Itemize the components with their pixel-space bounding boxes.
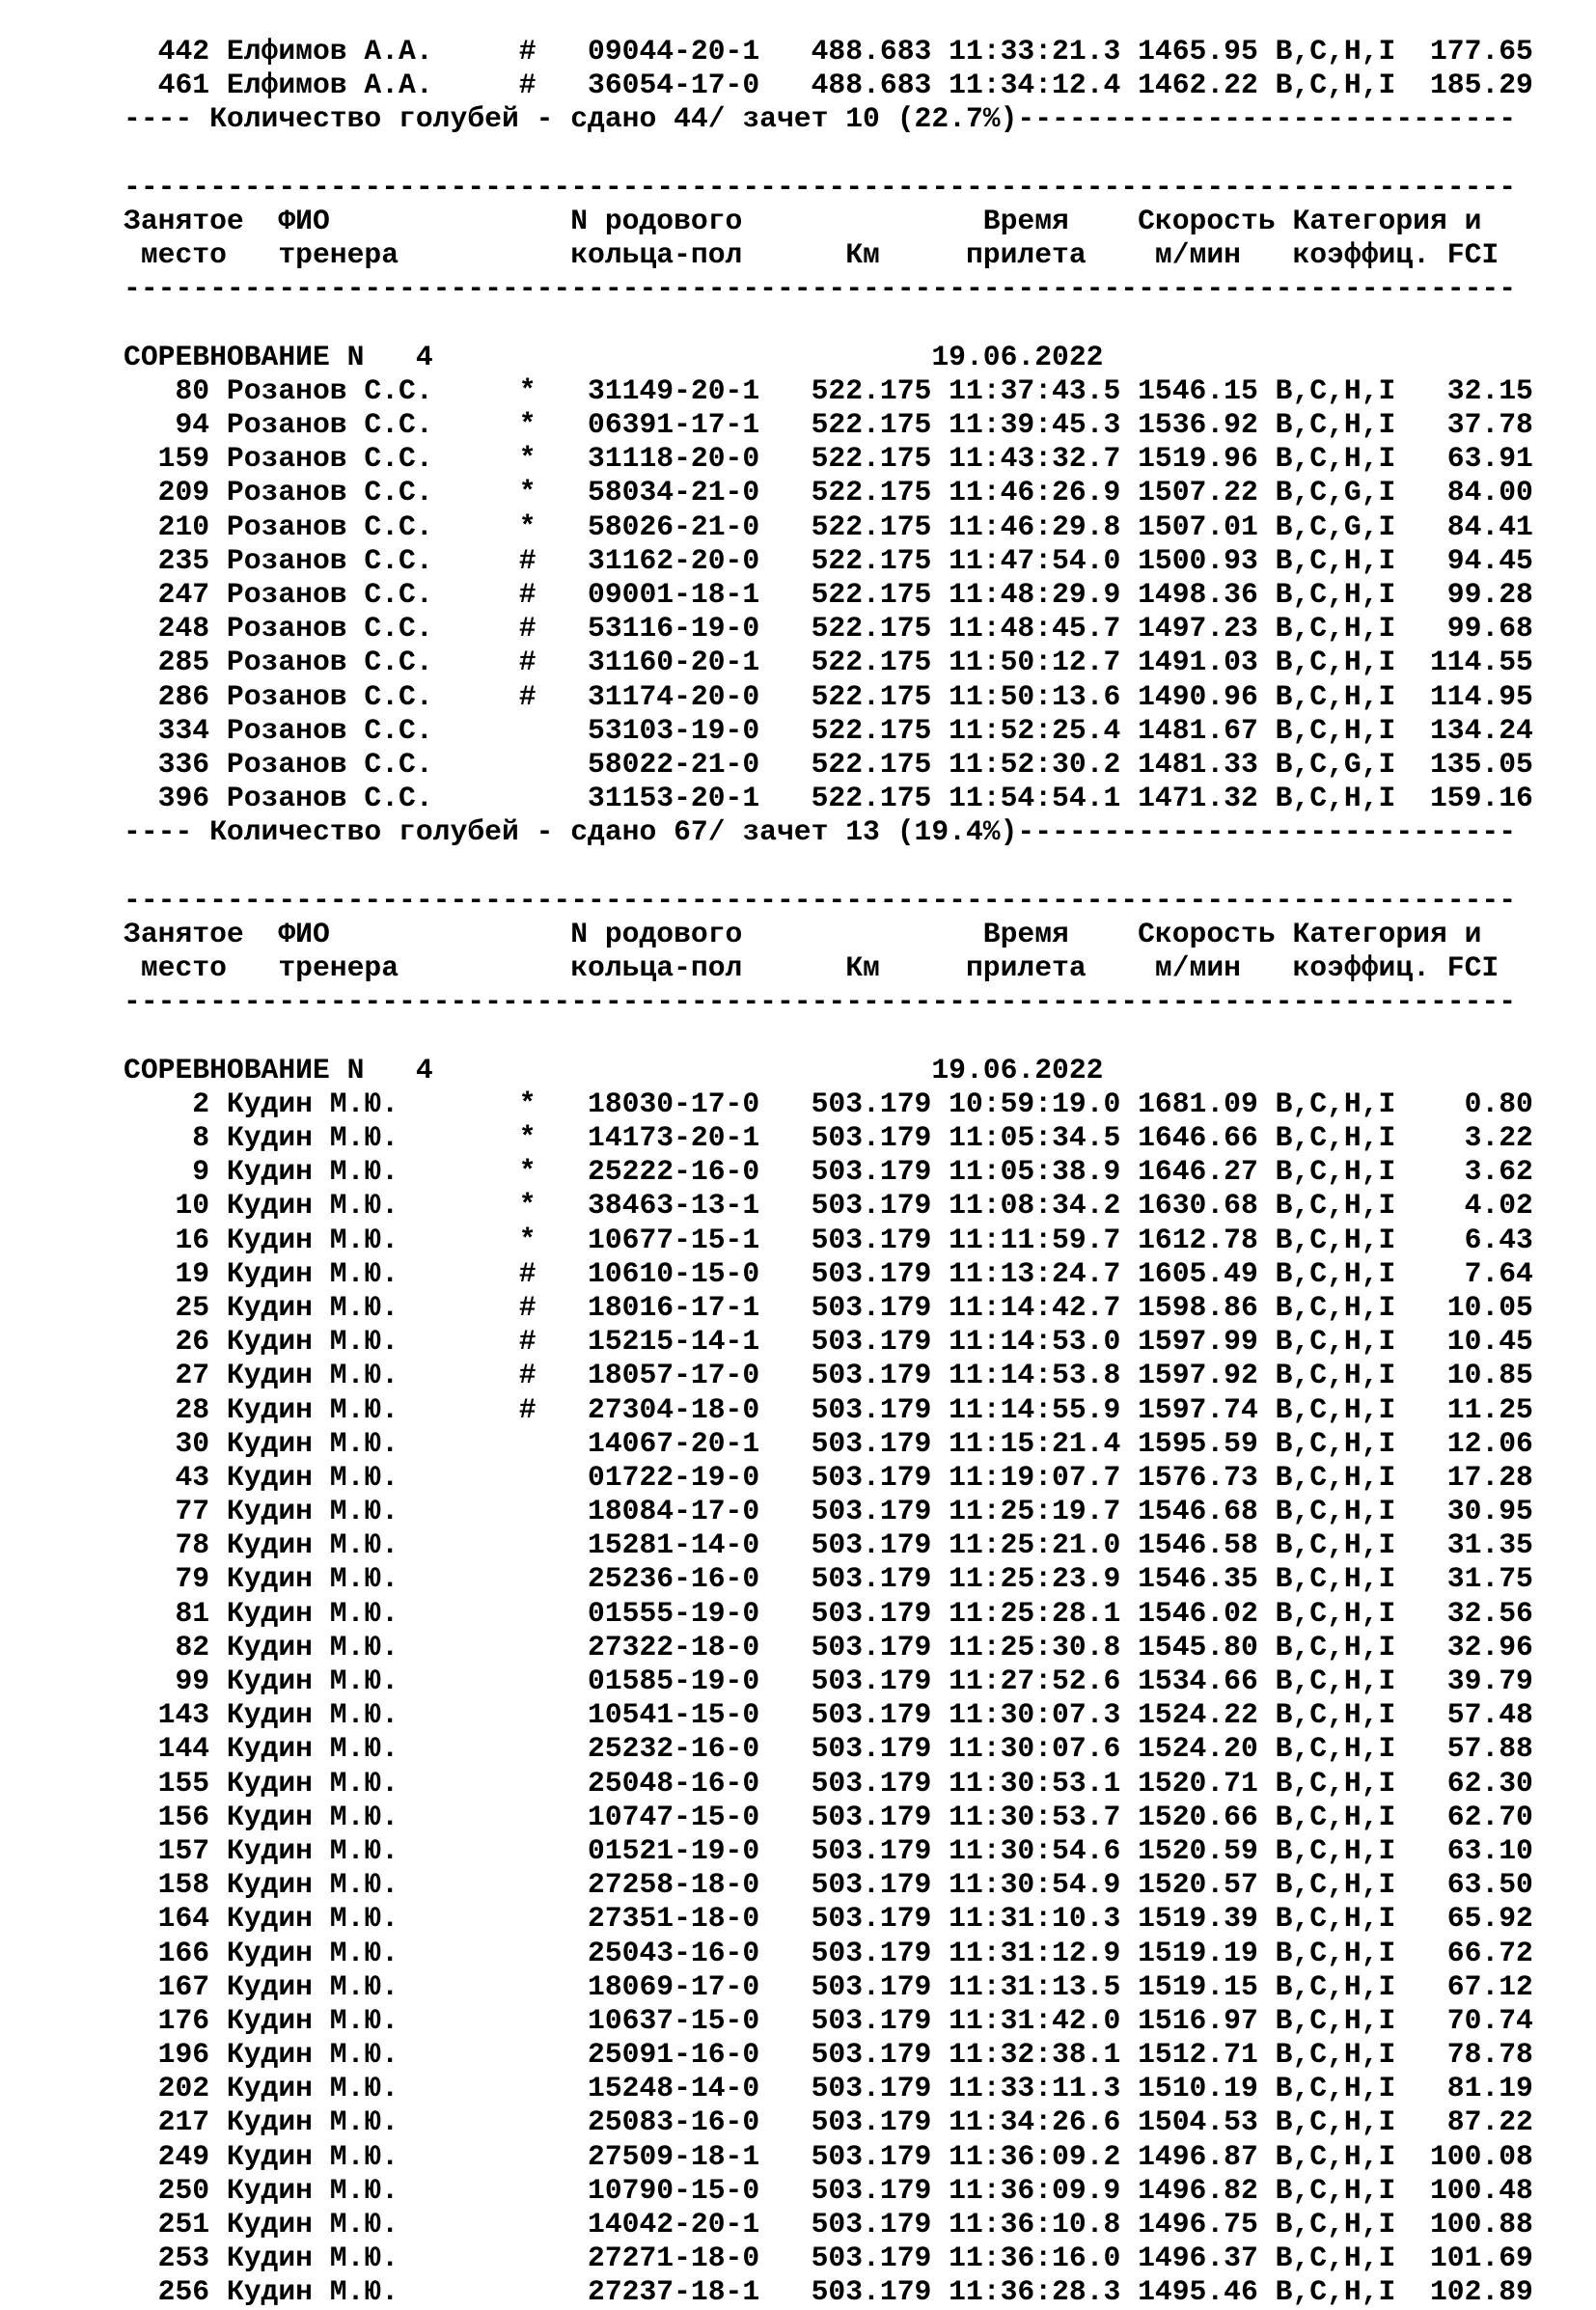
result-row: 78 Кудин М.Ю. 15281-14-0 503.179 11:25:21.0 1546.58 B,C,H,I 31.35 bbox=[124, 1528, 1533, 1562]
results-listing bbox=[124, 35, 1533, 2310]
separator-line: --------------------------------------------------------------------------------- bbox=[124, 883, 1517, 917]
result-row: 253 Кудин М.Ю. 27271-18-0 503.179 11:36:16.0 1496.37 B,C,H,I 101.69 bbox=[124, 2241, 1533, 2275]
blank-line bbox=[124, 1019, 1533, 1053]
result-row: 9 Кудин М.Ю. * 25222-16-0 503.179 11:05:38.9 1646.27 B,C,H,I 3.62 bbox=[124, 1155, 1533, 1189]
result-row: 196 Кудин М.Ю. 25091-16-0 503.179 11:32:38.1 1512.71 B,C,H,I 78.78 bbox=[124, 2038, 1533, 2072]
result-row: 167 Кудин М.Ю. 18069-17-0 503.179 11:31:13.5 1519.15 B,C,H,I 67.12 bbox=[124, 1969, 1533, 2003]
result-row: 209 Розанов С.С. * 58034-21-0 522.175 11:46:26.9 1507.22 B,C,G,I 84.00 bbox=[124, 476, 1533, 509]
separator-line: --------------------------------------------------------------------------------- bbox=[124, 985, 1517, 1019]
result-row: 256 Кудин М.Ю. 27237-18-1 503.179 11:36:28.3 1495.46 B,C,H,I 102.89 bbox=[124, 2275, 1533, 2309]
result-row: 2 Кудин М.Ю. * 18030-17-0 503.179 10:59:19.0 1681.09 B,C,H,I 0.80 bbox=[124, 1086, 1533, 1120]
result-row: 159 Розанов С.С. * 31118-20-0 522.175 11:43:32.7 1519.96 B,C,H,I 63.91 bbox=[124, 442, 1533, 476]
result-row: 157 Кудин М.Ю. 01521-19-0 503.179 11:30:54.6 1520.59 B,C,H,I 63.10 bbox=[124, 1833, 1533, 1867]
result-row: 461 Елфимов А.А. # 36054-17-0 488.683 11:34:12.4 1462.22 B,C,H,I 185.29 bbox=[124, 69, 1533, 102]
result-row: 26 Кудин М.Ю. # 15215-14-1 503.179 11:14:53.0 1597.99 B,C,H,I 10.45 bbox=[124, 1325, 1533, 1359]
column-header: место тренера кольца-пол Км прилета м/мин коэффиц. FCI bbox=[124, 238, 1500, 272]
result-row: 143 Кудин М.Ю. 10541-15-0 503.179 11:30:07.3 1524.22 B,C,H,I 57.48 bbox=[124, 1698, 1533, 1732]
result-row: 176 Кудин М.Ю. 10637-15-0 503.179 11:31:42.0 1516.97 B,C,H,I 70.74 bbox=[124, 2003, 1533, 2037]
blank-line bbox=[124, 137, 1533, 171]
result-row: 250 Кудин М.Ю. 10790-15-0 503.179 11:36:09.9 1496.82 B,C,H,I 100.48 bbox=[124, 2173, 1533, 2207]
result-row: 249 Кудин М.Ю. 27509-18-1 503.179 11:36:09.2 1496.87 B,C,H,I 100.08 bbox=[124, 2139, 1533, 2173]
result-row: 81 Кудин М.Ю. 01555-19-0 503.179 11:25:28.1 1546.02 B,C,H,I 32.56 bbox=[124, 1596, 1533, 1630]
blank-line bbox=[124, 307, 1533, 341]
result-row: 155 Кудин М.Ю. 25048-16-0 503.179 11:30:53.1 1520.71 B,C,H,I 62.30 bbox=[124, 1766, 1533, 1800]
result-row: 202 Кудин М.Ю. 15248-14-0 503.179 11:33:11.3 1510.19 B,C,H,I 81.19 bbox=[124, 2072, 1533, 2105]
result-row: 28 Кудин М.Ю. # 27304-18-0 503.179 11:14:55.9 1597.74 B,C,H,I 11.25 bbox=[124, 1392, 1533, 1426]
separator-line: --------------------------------------------------------------------------------- bbox=[124, 272, 1517, 306]
blank-line bbox=[124, 850, 1533, 884]
result-row: 396 Розанов С.С. 31153-20-1 522.175 11:54:54.1 1471.32 B,C,H,I 159.16 bbox=[124, 782, 1533, 815]
competition-header: СОРЕВНОВАНИЕ N 4 19.06.2022 bbox=[124, 340, 1104, 373]
separator-line: --------------------------------------------------------------------------------- bbox=[124, 170, 1517, 204]
result-row: 235 Розанов С.С. # 31162-20-0 522.175 11:47:54.0 1500.93 B,C,H,I 94.45 bbox=[124, 543, 1533, 577]
result-row: 99 Кудин М.Ю. 01585-19-0 503.179 11:27:52.6 1534.66 B,C,H,I 39.79 bbox=[124, 1664, 1533, 1697]
result-row: 8 Кудин М.Ю. * 14173-20-1 503.179 11:05:34.5 1646.66 B,C,H,I 3.22 bbox=[124, 1121, 1533, 1154]
column-header: место тренера кольца-пол Км прилета м/мин коэффиц. FCI bbox=[124, 951, 1500, 985]
result-row: 286 Розанов С.С. # 31174-20-0 522.175 11:50:13.6 1490.96 B,C,H,I 114.95 bbox=[124, 679, 1533, 713]
result-row: 77 Кудин М.Ю. 18084-17-0 503.179 11:25:19.7 1546.68 B,C,H,I 30.95 bbox=[124, 1495, 1533, 1528]
result-row: 27 Кудин М.Ю. # 18057-17-0 503.179 11:14:53.8 1597.92 B,C,H,I 10.85 bbox=[124, 1359, 1533, 1392]
result-row: 19 Кудин М.Ю. # 10610-15-0 503.179 11:13:24.7 1605.49 B,C,H,I 7.64 bbox=[124, 1256, 1533, 1290]
result-row: 79 Кудин М.Ю. 25236-16-0 503.179 11:25:23.9 1546.35 B,C,H,I 31.75 bbox=[124, 1562, 1533, 1596]
result-row: 25 Кудин М.Ю. # 18016-17-1 503.179 11:14:42.7 1598.86 B,C,H,I 10.05 bbox=[124, 1290, 1533, 1324]
result-row: 16 Кудин М.Ю. * 10677-15-1 503.179 11:11:59.7 1612.78 B,C,H,I 6.43 bbox=[124, 1223, 1533, 1256]
result-row: 334 Розанов С.С. 53103-19-0 522.175 11:52:25.4 1481.67 B,C,H,I 134.24 bbox=[124, 713, 1533, 747]
result-row: 166 Кудин М.Ю. 25043-16-0 503.179 11:31:12.9 1519.19 B,C,H,I 66.72 bbox=[124, 1936, 1533, 1969]
result-row: 43 Кудин М.Ю. 01722-19-0 503.179 11:19:07.7 1576.73 B,C,H,I 17.28 bbox=[124, 1460, 1533, 1494]
competition-header: СОРЕВНОВАНИЕ N 4 19.06.2022 bbox=[124, 1053, 1104, 1086]
summary-line: ---- Количество голубей - сдано 67/ зачет 13 (19.4%)----------------------------- bbox=[124, 815, 1517, 849]
result-row: 336 Розанов С.С. 58022-21-0 522.175 11:52:30.2 1481.33 B,C,G,I 135.05 bbox=[124, 747, 1533, 781]
summary-line: ---- Количество голубей - сдано 44/ зачет 10 (22.7%)----------------------------- bbox=[124, 102, 1517, 136]
result-row: 158 Кудин М.Ю. 27258-18-0 503.179 11:30:54.9 1520.57 B,C,H,I 63.50 bbox=[124, 1868, 1533, 1902]
result-row: 285 Розанов С.С. # 31160-20-1 522.175 11:50:12.7 1491.03 B,C,H,I 114.55 bbox=[124, 646, 1533, 679]
result-row: 80 Розанов С.С. * 31149-20-1 522.175 11:37:43.5 1546.15 B,C,H,I 32.15 bbox=[124, 373, 1533, 407]
result-row: 217 Кудин М.Ю. 25083-16-0 503.179 11:34:26.6 1504.53 B,C,H,I 87.22 bbox=[124, 2105, 1533, 2139]
column-header: Занятое ФИО N родового Время Скорость Категория и bbox=[124, 917, 1482, 950]
result-row: 210 Розанов С.С. * 58026-21-0 522.175 11:46:29.8 1507.01 B,C,G,I 84.41 bbox=[124, 509, 1533, 543]
result-row: 251 Кудин М.Ю. 14042-20-1 503.179 11:36:10.8 1496.75 B,C,H,I 100.88 bbox=[124, 2208, 1533, 2241]
result-row: 247 Розанов С.С. # 09001-18-1 522.175 11:48:29.9 1498.36 B,C,H,I 99.28 bbox=[124, 578, 1533, 611]
result-row: 144 Кудин М.Ю. 25232-16-0 503.179 11:30:07.6 1524.20 B,C,H,I 57.88 bbox=[124, 1732, 1533, 1766]
result-row: 248 Розанов С.С. # 53116-19-0 522.175 11:48:45.7 1497.23 B,C,H,I 99.68 bbox=[124, 612, 1533, 646]
result-row: 164 Кудин М.Ю. 27351-18-0 503.179 11:31:10.3 1519.39 B,C,H,I 65.92 bbox=[124, 1902, 1533, 1936]
result-row: 442 Елфимов А.А. # 09044-20-1 488.683 11:33:21.3 1465.95 B,C,H,I 177.65 bbox=[124, 35, 1533, 68]
result-row: 30 Кудин М.Ю. 14067-20-1 503.179 11:15:21.4 1595.59 B,C,H,I 12.06 bbox=[124, 1426, 1533, 1460]
result-row: 156 Кудин М.Ю. 10747-15-0 503.179 11:30:53.7 1520.66 B,C,H,I 62.70 bbox=[124, 1800, 1533, 1833]
result-row: 10 Кудин М.Ю. * 38463-13-1 503.179 11:08:34.2 1630.68 B,C,H,I 4.02 bbox=[124, 1189, 1533, 1223]
column-header: Занятое ФИО N родового Время Скорость Категория и bbox=[124, 204, 1482, 237]
result-row: 94 Розанов С.С. * 06391-17-1 522.175 11:39:45.3 1536.92 B,C,H,I 37.78 bbox=[124, 408, 1533, 442]
result-row: 82 Кудин М.Ю. 27322-18-0 503.179 11:25:30.8 1545.80 B,C,H,I 32.96 bbox=[124, 1630, 1533, 1664]
